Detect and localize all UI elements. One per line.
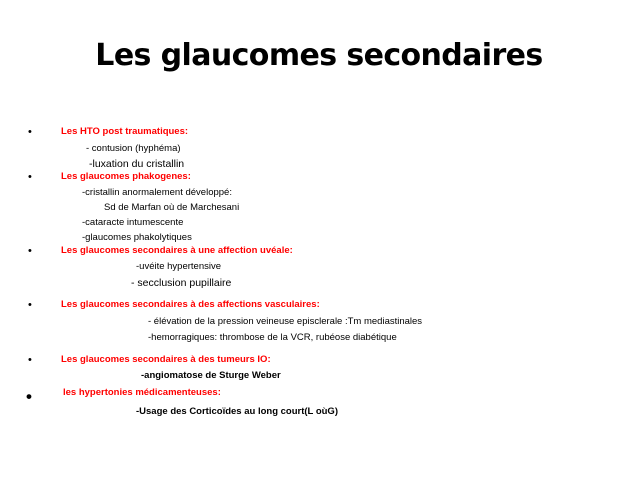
section-heading-hto: Les HTO post traumatiques:	[61, 126, 189, 137]
section-line: -hemorragiques: thrombose de la VCR, rubéose diabétique	[148, 332, 397, 343]
section-line: Sd de Marfan où de Marchesani	[104, 202, 240, 213]
section-line: -angiomatose de Sturge Weber	[141, 370, 281, 381]
section-line: -luxation du cristallin	[89, 158, 185, 170]
section-line: -cristallin anormalement développé:	[82, 187, 232, 198]
section-line: -glaucomes phakolytiques	[82, 232, 192, 243]
section-heading-medicamenteuses: les hypertonies médicamenteuses:	[63, 387, 221, 398]
section-line: -uvéite hypertensive	[136, 261, 222, 272]
section-line: - élévation de la pression veineuse episclerale :Tm mediastinales	[148, 316, 423, 327]
bullet-2: •	[28, 171, 32, 183]
bullet-6: •	[26, 387, 32, 406]
section-heading-uveale: Les glaucomes secondaires à une affection uvéale:	[61, 245, 293, 256]
section-line: - contusion (hyphéma)	[86, 143, 181, 154]
section-heading-vasculaires: Les glaucomes secondaires à des affections vasculaires:	[61, 299, 320, 310]
bullet-4: •	[28, 299, 32, 311]
bullet-3: •	[28, 245, 32, 257]
section-heading-phakogenes: Les glaucomes phakogenes:	[61, 171, 191, 182]
slide-title: Les glaucomes secondaires	[95, 38, 543, 73]
section-line: - secclusion pupillaire	[131, 277, 232, 289]
bullet-5: •	[28, 354, 32, 366]
bullet-1: •	[28, 126, 32, 138]
section-heading-tumeurs: Les glaucomes secondaires à des tumeurs IO:	[61, 354, 271, 365]
section-line: -Usage des Corticoïdes au long court(L oùG)	[136, 406, 338, 417]
section-line: -cataracte intumescente	[82, 217, 184, 228]
